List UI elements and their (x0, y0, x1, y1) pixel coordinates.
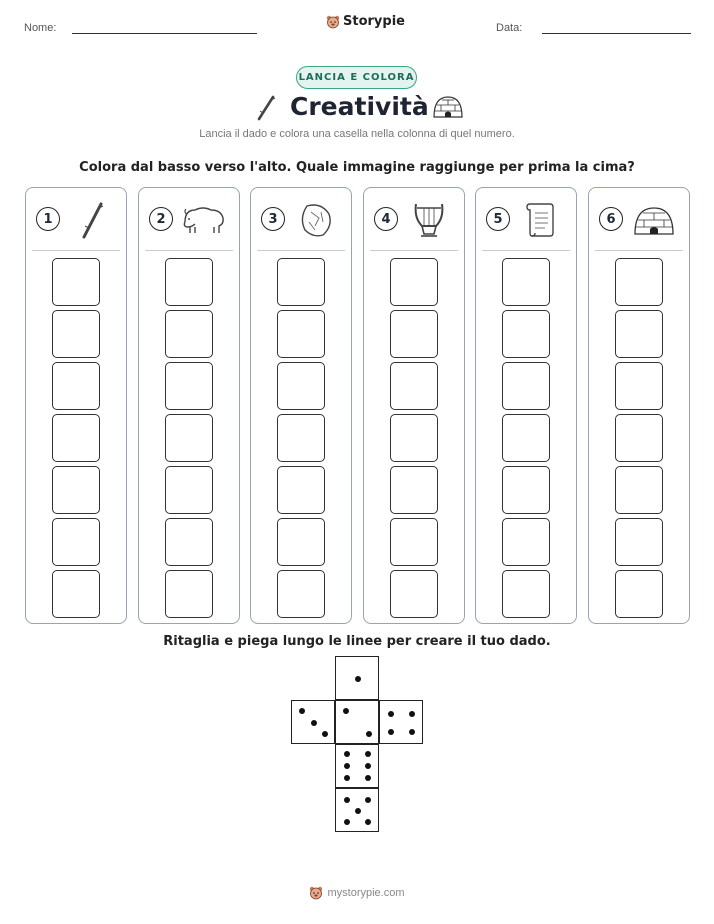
race-column-5 (475, 187, 577, 624)
column-number: 2 (149, 207, 173, 231)
color-box[interactable] (390, 310, 438, 358)
color-box[interactable] (277, 570, 325, 618)
pip (344, 819, 350, 825)
pip (409, 711, 415, 717)
color-box[interactable] (615, 414, 663, 462)
column-header (476, 188, 576, 252)
color-box[interactable] (52, 362, 100, 410)
column-divider (32, 250, 120, 251)
column-number: 6 (599, 207, 623, 231)
color-box[interactable] (615, 570, 663, 618)
column-divider (257, 250, 345, 251)
pip (409, 729, 415, 735)
column-number: 4 (374, 207, 398, 231)
color-box[interactable] (52, 414, 100, 462)
storypie-bear-icon (326, 15, 340, 29)
color-box[interactable] (165, 258, 213, 306)
name-label: Nome: (24, 22, 57, 34)
color-box[interactable] (277, 518, 325, 566)
title-row (0, 92, 714, 126)
column-divider (370, 250, 458, 251)
bison-icon (181, 200, 227, 240)
pip (365, 751, 371, 757)
race-column-2 (138, 187, 240, 624)
color-box[interactable] (277, 466, 325, 514)
color-box[interactable] (390, 518, 438, 566)
column-header (26, 188, 126, 252)
pip (355, 676, 361, 682)
scroll-icon (518, 200, 564, 240)
column-number: 5 (486, 207, 510, 231)
column-divider (482, 250, 570, 251)
color-box[interactable] (390, 466, 438, 514)
race-column-6 (588, 187, 690, 624)
color-box[interactable] (52, 258, 100, 306)
column-header (364, 188, 464, 252)
pip (366, 731, 372, 737)
color-box[interactable] (390, 570, 438, 618)
die-face-2 (335, 700, 379, 744)
stick-icon (68, 200, 114, 240)
color-box[interactable] (165, 570, 213, 618)
color-box[interactable] (165, 466, 213, 514)
date-label: Data: (496, 22, 523, 34)
pip (344, 797, 350, 803)
color-box[interactable] (502, 258, 550, 306)
pip (388, 711, 394, 717)
pip (311, 720, 317, 726)
color-box[interactable] (165, 414, 213, 462)
instruction: Colora dal basso verso l'alto. Quale immagine raggiunge per prima la cima? (79, 160, 635, 175)
color-box[interactable] (165, 518, 213, 566)
stick-icon (254, 94, 278, 122)
column-header (139, 188, 239, 252)
cut-instruction: Ritaglia e piega lungo le linee per creare il tuo dado. (163, 634, 551, 649)
pip (322, 731, 328, 737)
die-face-6 (335, 744, 379, 788)
color-box[interactable] (615, 310, 663, 358)
column-divider (145, 250, 233, 251)
column-divider (595, 250, 683, 251)
igloo-icon (631, 200, 677, 240)
pip (365, 819, 371, 825)
pip (299, 708, 305, 714)
color-box[interactable] (277, 414, 325, 462)
pip (365, 763, 371, 769)
footer-url: mystorypie.com (327, 887, 405, 899)
storypie-bear-icon (309, 886, 323, 900)
color-box[interactable] (502, 362, 550, 410)
pip (344, 775, 350, 781)
brand-logo (326, 14, 405, 29)
color-box[interactable] (390, 414, 438, 462)
column-number: 3 (261, 207, 285, 231)
die-face-4 (379, 700, 423, 744)
color-box[interactable] (165, 362, 213, 410)
color-box[interactable] (502, 466, 550, 514)
color-box[interactable] (52, 570, 100, 618)
color-box[interactable] (502, 414, 550, 462)
footer (0, 886, 714, 900)
race-column-1 (25, 187, 127, 624)
subtitle: Lancia il dado e colora una casella nella colonna di quel numero. (199, 128, 515, 140)
stone-icon (293, 200, 339, 240)
color-box[interactable] (277, 258, 325, 306)
column-header (251, 188, 351, 252)
igloo-icon (432, 94, 464, 120)
activity-badge: LANCIA E COLORA (296, 66, 417, 89)
color-box[interactable] (502, 570, 550, 618)
pip (355, 808, 361, 814)
brand-name: Storypie (343, 14, 405, 29)
page-title: Creatività (290, 92, 429, 121)
name-line (72, 33, 257, 34)
header (0, 14, 714, 44)
color-box[interactable] (165, 310, 213, 358)
date-line (542, 33, 691, 34)
pip (343, 708, 349, 714)
race-column-4 (363, 187, 465, 624)
pip (365, 775, 371, 781)
color-box[interactable] (615, 466, 663, 514)
color-box[interactable] (502, 310, 550, 358)
color-box[interactable] (390, 258, 438, 306)
color-box[interactable] (615, 258, 663, 306)
color-box[interactable] (615, 518, 663, 566)
die-face-5 (335, 788, 379, 832)
column-header (589, 188, 689, 252)
color-box[interactable] (277, 310, 325, 358)
color-box[interactable] (390, 362, 438, 410)
column-number: 1 (36, 207, 60, 231)
pip (388, 729, 394, 735)
lyre-icon (406, 200, 452, 240)
color-box[interactable] (502, 518, 550, 566)
die-face-1 (335, 656, 379, 700)
color-box[interactable] (52, 310, 100, 358)
pip (344, 763, 350, 769)
race-column-3 (250, 187, 352, 624)
pip (365, 797, 371, 803)
color-box[interactable] (52, 518, 100, 566)
color-box[interactable] (277, 362, 325, 410)
color-box[interactable] (52, 466, 100, 514)
die-face-3 (291, 700, 335, 744)
pip (344, 751, 350, 757)
color-box[interactable] (615, 362, 663, 410)
